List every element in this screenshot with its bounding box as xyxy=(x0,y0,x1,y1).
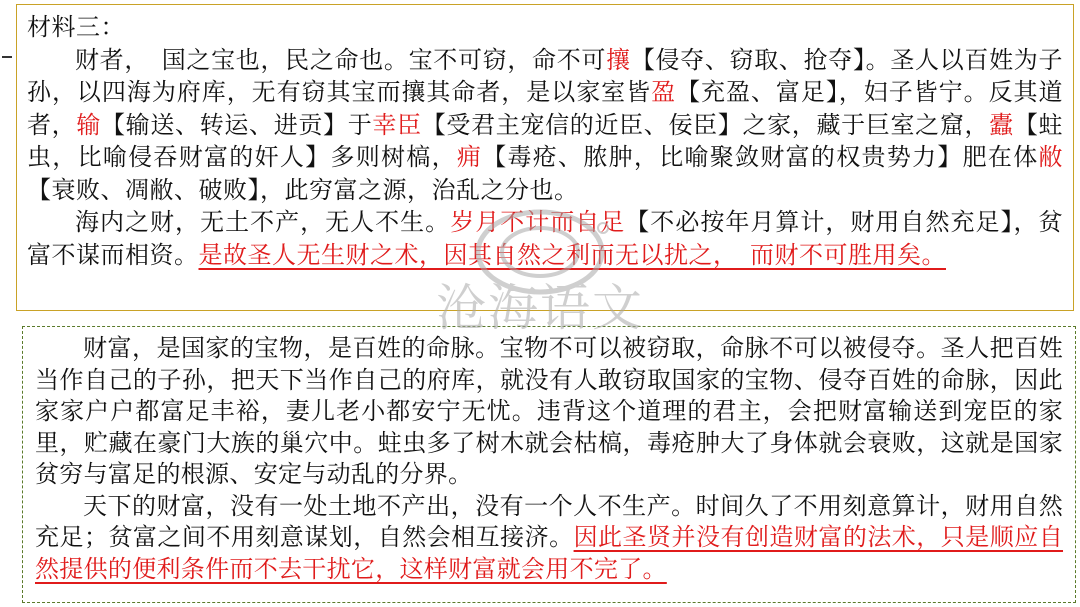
text-segment: 【充盈、富足】，妇子皆宁。反其道者， xyxy=(27,78,1064,139)
original-paragraph-2 xyxy=(27,206,1063,271)
original-paragraph-1 xyxy=(27,44,1063,207)
annotated-term: 盈 xyxy=(651,78,677,106)
annotated-term: 幸臣 xyxy=(372,110,422,139)
annotated-term: 蠹 xyxy=(989,110,1014,139)
material-heading: 材料三： xyxy=(27,13,125,41)
key-sentence: 因此圣贤并没有创造财富的法术，只是顺应自然提供的便利条件而不去干扰它，这样财富就会用不完了。 xyxy=(35,523,1064,583)
watermark-text: 沧海语文 xyxy=(436,279,644,337)
text-segment: 海内之财，无土不产，无人不生。 xyxy=(75,208,451,236)
annotated-term: 输 xyxy=(76,110,102,139)
text-segment: 【蛀虫，比喻侵吞财富的奸人】多则树槁， xyxy=(27,110,1064,171)
text-segment: 天下的财富，没有一处土地不产出，没有一个人不生产。时间久了不用刻意算计，财用自然充足；贫富之间不用刻意谋划，自然会相互接济。 xyxy=(35,491,1063,551)
text-segment: 【毒疮、脓肿，比喻聚敛财富的权贵势力】肥在体 xyxy=(482,143,1039,171)
key-sentence: 是故圣人无生财之术，因其自然之利而无以扰之， 而财不可胜用矣。 xyxy=(198,240,946,269)
annotated-term: 岁月不计而自足 xyxy=(450,208,626,236)
text-segment: 【衰败、凋敝、破败】，此穷富之源，治乱之分也。 xyxy=(27,175,579,204)
margin-tick xyxy=(2,56,12,58)
original-text-box xyxy=(16,4,1074,311)
annotated-term: 攘 xyxy=(606,45,631,74)
translation-paragraph-1 xyxy=(35,333,1063,491)
translation-box xyxy=(22,326,1076,603)
annotated-term: 敝 xyxy=(1038,143,1064,171)
annotated-term: 痈 xyxy=(456,143,483,171)
text-segment: 【侵夺、窃取、抢夺】。圣人以百姓为子孙，以四海为府库，无有窃其宝而攘其命者，是以家室皆 xyxy=(27,45,1063,106)
translation-paragraph-2 xyxy=(35,491,1063,586)
text-segment: 财富，是国家的宝物，是百姓的命脉。宝物不可以被窃取，命脉不可以被侵夺。圣人把百姓当作自己的子孙，把天下当作自己的府库，就没有人敢窃取国家的宝物、侵夺百姓的命脉，因此家家户户都富足丰裕，妻儿老小都安宁无忧。违背这个道理的君主，会把财富输送到宠臣的家里，贮藏在豪门大族的巢穴中。蛀虫多了树木就会枯槁，毒疮肿大了身体就会衰败，这就是国家贫穷与富足的根源、安定与动乱的分界。 xyxy=(35,334,1063,488)
text-segment: 【受君主宠信的近臣、佞臣】之家，藏于巨室之窟， xyxy=(421,110,990,139)
text-segment: 【输送、转运、进贡】于 xyxy=(101,110,373,139)
text-segment: 财者， 国之宝也，民之命也。宝不可窃，命不可 xyxy=(75,45,607,74)
text-segment: 【不必按年月算计，财用自然充足】，贫富不谋而相资。 xyxy=(27,208,1064,269)
